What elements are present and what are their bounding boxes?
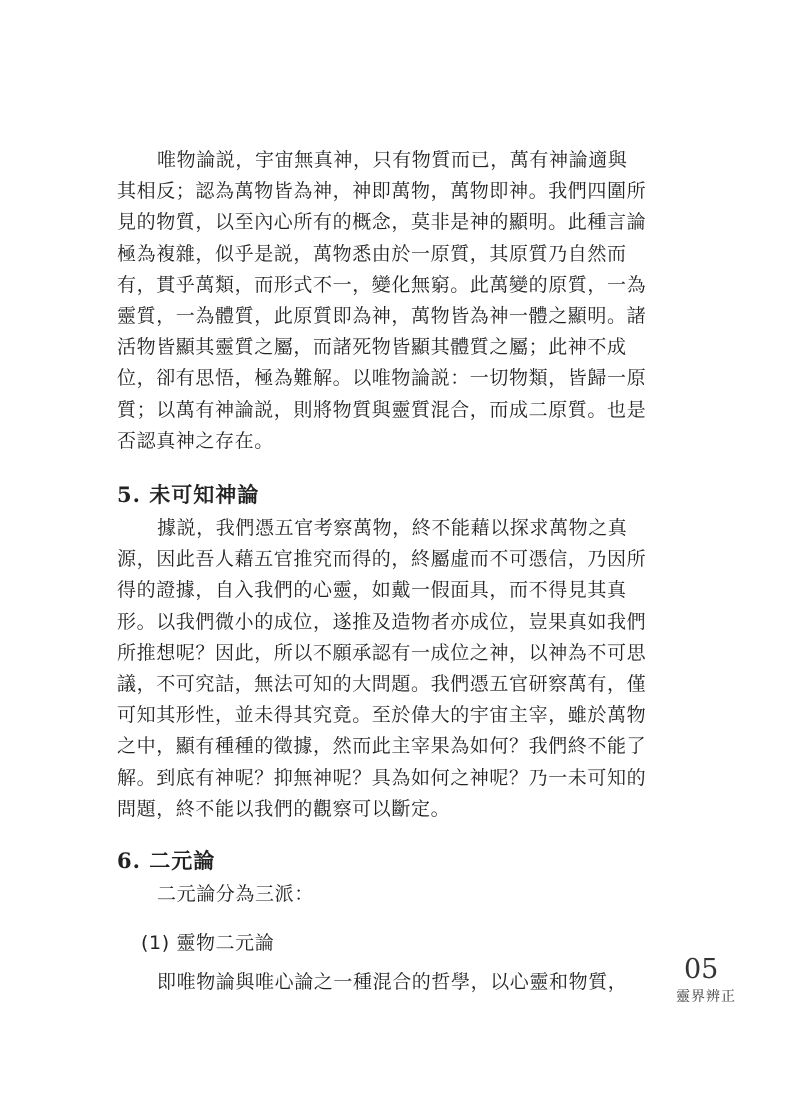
text-line: 解。到底有神呢？抑無神呢？具為如何之神呢？乃一未可知的 bbox=[117, 766, 647, 789]
text-line: 其相反；認為萬物皆為神，神即萬物，萬物即神。我們四圍所 bbox=[117, 180, 647, 203]
text-line: 源，因此吾人藉五官推究而得的，終屬虛而不可憑信，乃因所 bbox=[117, 548, 647, 571]
running-title: 靈界辨正 bbox=[676, 989, 736, 1005]
section-heading-5: 5. 未可知神論 bbox=[117, 482, 260, 508]
text-line: 否認真神之存在。 bbox=[117, 429, 274, 452]
text-line: 靈質，一為體質，此原質即為神，萬物皆為神一體之顯明。諸 bbox=[117, 305, 647, 328]
page-content bbox=[117, 145, 662, 998]
text-line: 之中，顯有種種的徵據，然而此主宰果為如何？我們終不能了 bbox=[117, 735, 647, 758]
subsection-heading: (1) 靈物二元論 bbox=[141, 932, 275, 955]
text-line: 得的證據，自入我們的心靈，如戴一假面具，而不得見其真 bbox=[117, 579, 627, 602]
section-heading-6: 6. 二元論 bbox=[117, 848, 216, 874]
text-line: 即唯物論與唯心論之一種混合的哲學，以心靈和物質， bbox=[157, 971, 628, 994]
page-number: 05 bbox=[684, 954, 719, 985]
text-line: 議，不可究詰，無法可知的大問題。我們憑五官研察萬有，僅 bbox=[117, 673, 647, 696]
paragraph-materialism bbox=[117, 145, 662, 457]
text-line: 形。以我們微小的成位，遂推及造物者亦成位，豈果真如我們 bbox=[117, 610, 647, 633]
paragraph-dualism bbox=[117, 967, 662, 998]
text-line: 極為複雜，似乎是説，萬物悉由於一原質，其原質乃自然而 bbox=[117, 242, 627, 265]
text-line: 活物皆顯其靈質之屬，而諸死物皆顯其體質之屬；此神不成 bbox=[117, 336, 627, 359]
text-line: 見的物質，以至內心所有的概念，莫非是神的顯明。此種言論 bbox=[117, 211, 647, 234]
text-line: 有，貫乎萬類，而形式不一，變化無窮。此萬變的原質，一為 bbox=[117, 273, 647, 296]
section-intro: 二元論分為三派： bbox=[157, 883, 314, 906]
paragraph-agnosticism bbox=[117, 513, 662, 825]
text-line: 可知其形性，並未得其究竟。至於偉大的宇宙主宰，雖於萬物 bbox=[117, 704, 647, 727]
text-line: 據説，我們憑五官考察萬物，終不能藉以探求萬物之真 bbox=[157, 517, 628, 540]
text-line: 質；以萬有神論説，則將物質與靈質混合，而成二原質。也是 bbox=[117, 398, 647, 421]
text-line: 問題，終不能以我們的觀察可以斷定。 bbox=[117, 797, 451, 820]
text-line: 唯物論説，宇宙無真神，只有物質而已，萬有神論適與 bbox=[157, 149, 628, 171]
text-line: 所推想呢？因此，所以不願承認有一成位之神，以神為不可思 bbox=[117, 641, 647, 664]
text-line: 位，卻有思悟，極為難解。以唯物論説：一切物類，皆歸一原 bbox=[117, 367, 647, 390]
